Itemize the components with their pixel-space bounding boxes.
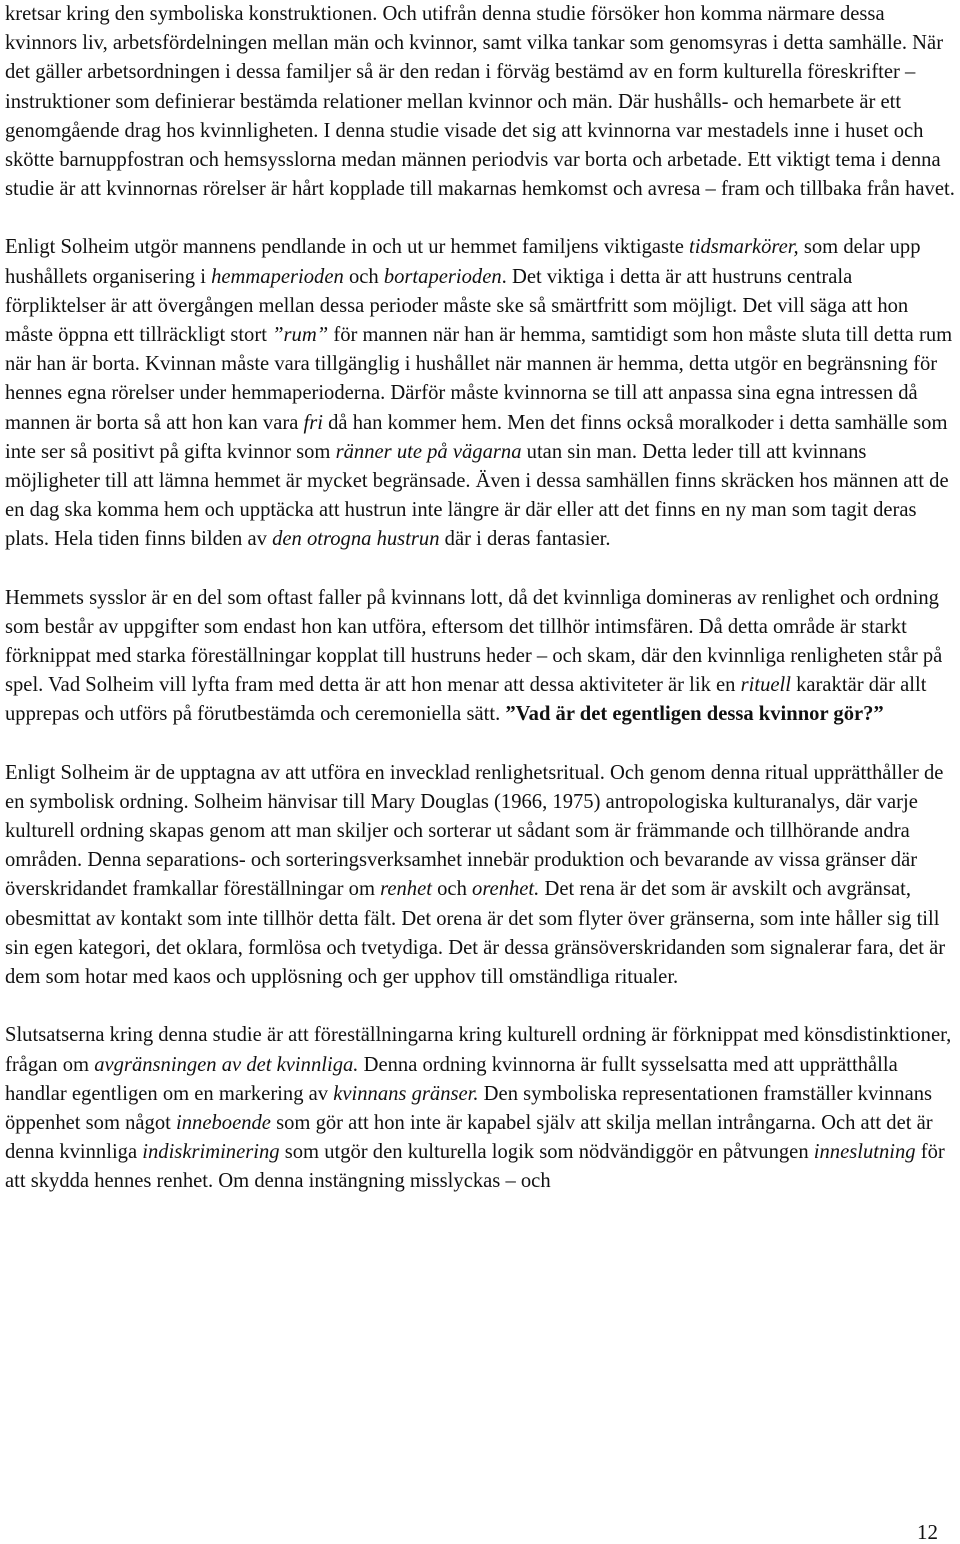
text-run: som delar upp hushållets organisering i — [5, 236, 921, 288]
text-run: Den symboliska representationen framställer kvinnans öppenhet som något — [5, 1082, 933, 1134]
italic-text-run: hemmaperioden — [211, 265, 344, 288]
text-run: Denna ordning kvinnorna är fullt sysselsatta med att upprätthålla handlar egentligen om en markering av — [5, 1053, 898, 1105]
text-run: som utgör den kulturella logik som nödvändiggör en påtvungen — [279, 1141, 814, 1164]
paragraph-1 — [5, 0, 955, 204]
italic-text-run: bortaperioden — [383, 265, 502, 288]
text-run: Slutsatserna kring denna studie är att föreställningarna kring kulturell ordning är förknippat med könsdistinktioner, frågan om — [5, 1024, 952, 1076]
paragraph-3 — [5, 584, 955, 730]
paragraph-2 — [5, 233, 955, 554]
text-run: som gör att hon inte är kapabel själv att skilja mellan intrångarna. Och att det är denna kvinnliga — [5, 1111, 933, 1164]
text-run: där i deras fantasier. — [439, 528, 611, 551]
document-page — [5, 0, 955, 1197]
italic-text-run: inneslutning — [813, 1141, 916, 1164]
italic-text-run: inneboende — [176, 1111, 271, 1134]
text-run: och — [431, 878, 473, 901]
italic-text-run: ränner ute på vägarna — [335, 440, 522, 463]
italic-text-run: orenhet. — [472, 878, 540, 901]
page-number: 12 — [917, 1520, 938, 1544]
italic-text-run: renhet — [380, 878, 432, 901]
bold-text-run: ”Vad är det egentligen dessa kvinnor gör?” — [505, 703, 884, 726]
italic-text-run: fri — [303, 411, 323, 434]
paragraph-4 — [5, 759, 955, 993]
text-run: utan sin man. Detta leder till att kvinnans möjligheter till att lämna hemmet är mycket begränsade. Även i dessa samhällen finns skräcken hos männen att de en dag ska komma hem och upptäcka att hustrun inte längre är där eller att det finns en ny man som tagit deras plats. Hela tiden finns bilden av — [5, 440, 949, 551]
text-run: Hemmets sysslor är en del som oftast faller på kvinnans lott, då det kvinnliga domineras av renlighet och ordning som består av uppgifter som endast hon kan utföra, eftersom det tillhör intimsfären. Då detta område är starkt förknippat med starka föreställningar kopplat till hustruns heder – och skam, där den kvinnliga renligheten står på spel. Vad Solheim vill lyfta fram med detta är att hon menar att dessa aktiviteter är lik en — [5, 586, 943, 697]
text-run: för mannen när han är hemma, samtidigt som hon måste sluta till detta rum när han är borta. Kvinnan måste vara tillgänglig i hushållet när mannen är hemma, detta utgör en begränsning för hennes egna rörelser under hemmaperioderna. Därför måste kvinnorna se till att anpassa sina egna intressen då mannen är borta så att hon kan vara — [5, 324, 953, 434]
italic-text-run: rituell — [740, 674, 791, 697]
text-run: och — [343, 265, 384, 288]
text-run: Enligt Solheim är de upptagna av att utföra en invecklad renlighetsritual. Och genom denna ritual upprätthåller de en symbolisk ordning. Solheim hänvisar till Mary Douglas (1966, 1975) antropologiska kulturanalys, där varje kulturell ordning skapas genom att man skiljer och sorterar ut sådant som är främmande och tillhörande andra områden. Denna separations- och sorteringsverksamhet innebär produktion och bevarande av vissa gränser där överskridandet framkallar föreställningar om — [5, 761, 944, 901]
text-run: Enligt Solheim utgör mannens pendlande in och ut ur hemmet familjens viktigaste — [5, 236, 690, 259]
text-run: kretsar kring den symboliska konstruktionen. Och utifrån denna studie försöker hon komma närmare dessa kvinnors liv, arbetsfördelningen mellan män och kvinnor, samt vilka tankar som genomsyras i detta samhälle. När det gäller arbetsordningen i dessa familjer så är den redan i förväg bestämd av en form kulturella föreskrifter – instruktioner som definierar bestämda relationer mellan kvinnor och män. Där hushålls- och hemarbete är ett genomgående drag hos kvinnligheten. I denna studie visade det sig att kvinnorna var mestadels inne i huset och skötte barnuppfostran och hemsysslorna medan männen periodvis var borta och arbetade. Ett viktigt tema i denna studie är att kvinnornas rörelser är hårt kopplade till makarnas hemkomst och avresa – fram och tillbaka från havet. — [5, 3, 955, 201]
italic-text-run: indiskriminering — [142, 1141, 280, 1164]
text-run: Det rena är det som är avskilt och avgränsat, obesmittat av kontakt som inte tillhör detta fält. Det orena är det som flyter över gränserna, som inte håller sig till sin egen kategori, det oklara, formlösa och tvetydiga. Det är dessa gränsöverskridanden som signalerar fara, det är dem som hotar med kaos och upplösning och ger upphov till omständliga ritualer. — [5, 878, 946, 989]
text-run: karaktär där allt upprepas och utförs på förutbestämda och ceremoniella sätt. — [5, 674, 927, 726]
text-run: då han kommer hem. Men det finns också moralkoder i detta samhälle som inte ser så positivt på gifta kvinnor som — [5, 411, 948, 463]
text-run: för att skydda hennes renhet. Om denna instängning misslyckas – och — [5, 1141, 945, 1193]
italic-text-run: tidsmarkörer, — [689, 236, 799, 259]
italic-text-run: kvinnans gränser. — [333, 1082, 479, 1105]
italic-text-run: den otrogna hustrun — [272, 528, 440, 551]
paragraph-5 — [5, 1021, 955, 1196]
italic-text-run: ”rum” — [272, 324, 329, 347]
italic-text-run: avgränsningen av det kvinnliga. — [94, 1053, 359, 1076]
text-run: . Det viktiga i detta är att hustruns centrala förpliktelser är att övergången mellan dessa perioder måste ske så smärtfritt som möjligt. Det vill säga att hon måste öppna ett tillräckligt stort — [5, 265, 909, 347]
